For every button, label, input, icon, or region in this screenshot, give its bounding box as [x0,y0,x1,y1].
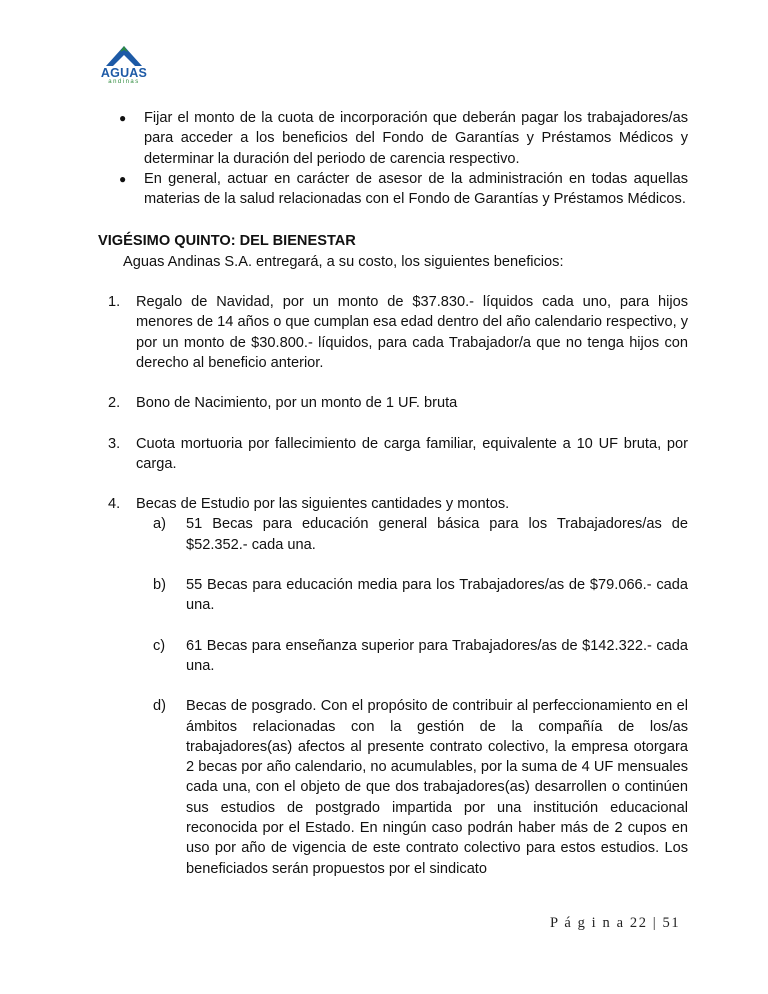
item-text: Becas de Estudio por las siguientes cantidades y montos. [136,496,510,513]
section-heading: VIGÉSIMO QUINTO: DEL BIENESTAR [98,233,356,250]
sub-item-label: b) [153,577,166,594]
document-body [98,108,688,879]
sub-item [98,696,688,879]
item-text: Regalo de Navidad, por un monto de $37.830.- líquidos cada uno, para hijos menores de 14 años o que cumplan esa edad dentro del año calendario respectivo, y por un monto de $30.800.- líquidos, para cada Trabajador/a que no tenga hijos con derecho al beneficio anterior. [136,294,688,371]
section-intro: Aguas Andinas S.A. entregará, a su costo, los siguientes beneficios: [123,253,564,270]
numbered-item [98,434,688,475]
logo-wordmark: AGUAS [100,66,148,80]
sub-item-text: 61 Becas para enseñanza superior para Trabajadores/as de $142.322.- cada una. [186,637,688,674]
sub-item-text: 51 Becas para educación general básica para los Trabajadores/as de $52.352.- cada una. [186,516,688,553]
company-logo [98,44,150,90]
page-number: P á g i n a 22 | 51 [550,915,681,931]
item-number: 2. [108,395,121,412]
numbered-item [98,393,688,413]
sub-item [98,636,688,677]
bullet-icon: ● [119,111,127,125]
item-text: Bono de Nacimiento, por un monto de 1 UF. bruta [136,395,458,412]
item-number: 4. [108,496,121,513]
sub-item-label: c) [153,637,166,654]
sub-item [98,575,688,616]
bullet-text: Fijar el monto de la cuota de incorporación que deberán pagar los trabajadores/as para acceder a los beneficios del Fondo de Garantías y Préstamos Médicos y determinar la duración del periodo de carencia respectivo. [144,110,688,167]
numbered-item [98,494,688,514]
numbered-item [98,292,688,373]
sub-item [98,514,688,555]
item-number: 3. [108,435,121,452]
sub-item-text: Becas de posgrado. Con el propósito de contribuir al perfeccionamiento en el ámbitos relacionadas con la gestión de la compañía de los/as trabajadores(as) afectos al presente contrato colectivo, la empresa otorgara 2 becas por año calendario, no acumulables, por la suma de 4 UF mensuales cada una, con el objeto de que dos trabajadores(as) desarrollen o continúen sus estudios de postgrado impartida por una institución educacional reconocida por el Estado. En ningún caso podrán haber más de 2 cupos en uso por año de vigencia de este contrato colectivo para estos estudios. Los beneficiados serán propuestos por el sindicato [186,698,688,877]
bullet-item [98,108,688,169]
bullet-item [98,169,688,210]
logo-subtitle: andinas [108,79,140,85]
bullet-icon: ● [119,171,127,186]
sub-item-label: a) [153,516,166,533]
item-text: Cuota mortuoria por fallecimiento de carga familiar, equivalente a 10 UF bruta, por carga. [136,435,688,472]
sub-item-label: d) [153,698,166,715]
bullet-text: En general, actuar en carácter de asesor de la administración en todas aquellas materias de la salud relacionadas con el Fondo de Garantías y Préstamos Médicos. [144,170,688,208]
mountain-logo-icon [106,44,142,66]
item-number: 1. [108,294,121,311]
sub-item-text: 55 Becas para educación media para los Trabajadores/as de $79.066.- cada una. [186,577,688,614]
